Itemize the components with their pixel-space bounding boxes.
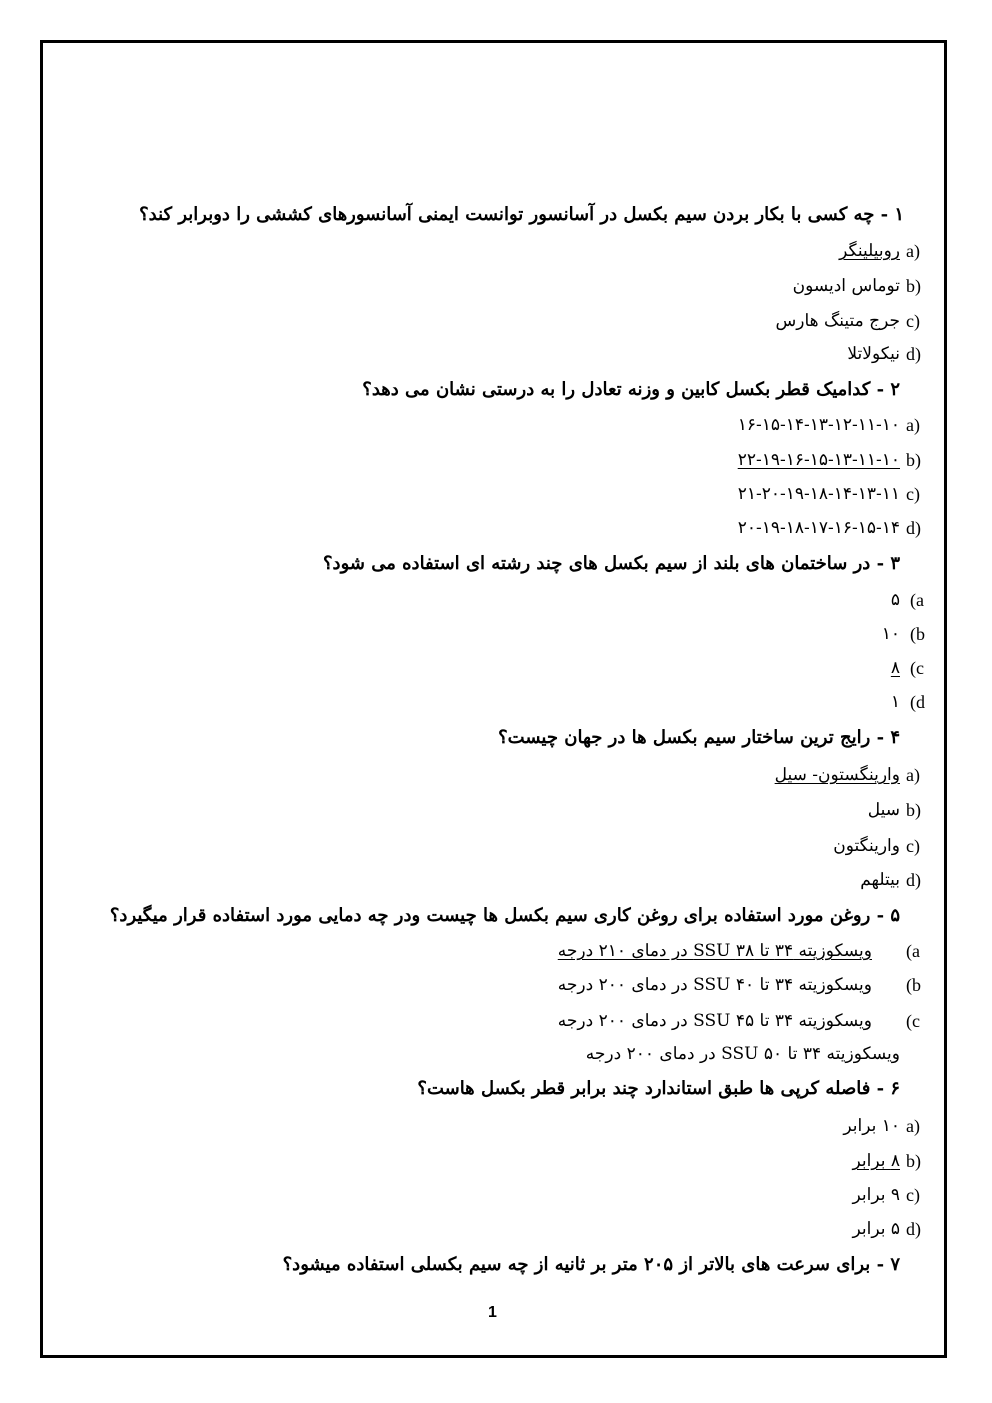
q1-option-d[interactable]: نیکولاتلا [847,344,900,364]
q2-option-c[interactable]: ۲۱-۲۰-۱۹-۱۸-۱۴-۱۳-۱۱ [737,484,900,504]
q5-marker-c: (c [906,1011,920,1031]
question-3: ۳ - در ساختمان های بلند از سیم بکسل های چند رشته ای استفاده می شود؟ [323,553,900,574]
q1-marker-b: b) [906,276,921,296]
q4-marker-b: b) [906,800,921,820]
q6-marker-d: d) [906,1219,921,1239]
q1-option-a[interactable]: روبیلینگر [839,241,900,261]
q2-option-a[interactable]: ۱۶-۱۵-۱۴-۱۳-۱۲-۱۱-۱۰ [737,415,900,435]
q2-marker-d: d) [906,518,921,538]
q5-option-a[interactable]: ویسکوزیته ۳۴ تا ۳۸ SSU در دمای ۲۱۰ درجه [557,941,872,961]
q2-marker-b: b) [906,450,921,470]
q6-option-a[interactable]: ۱۰ برابر [843,1116,900,1136]
q3-option-d[interactable]: ۱ [890,692,900,712]
q2-marker-a: a) [906,415,920,435]
q4-option-b[interactable]: سیل [867,800,900,820]
q6-marker-b: b) [906,1151,921,1171]
q2-option-b[interactable]: ۲۲-۱۹-۱۶-۱۵-۱۳-۱۱-۱۰ [737,450,900,470]
question-1: ۱ - چه کسی با بکار بردن سیم بکسل در آسانسور توانست ایمنی آسانسورهای کششی را دوبرابر کند؟ [139,204,904,225]
q1-marker-a: a) [906,241,920,261]
q4-option-d[interactable]: بیتلهم [860,870,900,890]
q3-option-a[interactable]: ۵ [890,590,900,610]
q1-marker-d: d) [906,344,921,364]
q3-marker-c: (c [910,658,924,678]
q3-option-b[interactable]: ۱۰ [881,624,900,644]
q4-marker-a: a) [906,765,920,785]
q4-option-c[interactable]: وارینگتون [833,836,900,856]
q2-marker-c: c) [906,484,920,504]
question-6: ۶ - فاصله کرپی ها طبق استاندارد چند برابر قطر بکسل هاست؟ [417,1078,900,1099]
q6-marker-a: a) [906,1116,920,1136]
q4-marker-d: d) [906,870,921,890]
question-2: ۲ - کدامیک قطر بکسل کابین و وزنه تعادل را به درستی نشان می دهد؟ [362,379,900,400]
q5-option-b[interactable]: ویسکوزیته ۳۴ تا ۴۰ SSU در دمای ۲۰۰ درجه [557,975,872,995]
q2-option-d[interactable]: ۲۰-۱۹-۱۸-۱۷-۱۶-۱۵-۱۴ [737,518,900,538]
page-number: 1 [488,1304,497,1321]
q3-marker-a: (a [910,590,924,610]
q6-option-d[interactable]: ۵ برابر [852,1219,900,1239]
q5-marker-a: (a [906,941,920,961]
q4-option-a[interactable]: وارینگستون- سیل [774,765,900,785]
q5-option-c[interactable]: ویسکوزیته ۳۴ تا ۴۵ SSU در دمای ۲۰۰ درجه [557,1011,872,1031]
question-7: ۷ - برای سرعت های بالاتر از ۲۰۵ متر بر ثانیه از چه سیم بکسلی استفاده میشود؟ [282,1254,900,1275]
q4-marker-c: c) [906,836,920,856]
q1-marker-c: c) [906,311,920,331]
q5-option-d[interactable]: ویسکوزیته ۳۴ تا ۵۰ SSU در دمای ۲۰۰ درجه [585,1044,900,1064]
q6-option-b[interactable]: ۸ برابر [852,1151,900,1171]
q5-marker-b: (b [906,975,921,995]
q6-marker-c: c) [906,1185,920,1205]
question-5: ۵ - روغن مورد استفاده برای روغن کاری سیم بکسل ها چیست ودر چه دمایی مورد استفاده قرار میگیرد؟ [109,905,900,926]
q3-marker-b: (b [910,624,925,644]
q6-option-c[interactable]: ۹ برابر [852,1185,900,1205]
q3-option-c[interactable]: ۸ [890,658,900,678]
q1-option-c[interactable]: جرج متینگ هارس [775,311,900,331]
q1-option-b[interactable]: توماس ادیسون [792,276,900,296]
q3-marker-d: (d [910,692,925,712]
question-4: ۴ - رایج ترین ساختار سیم بکسل ها در جهان چیست؟ [498,727,900,748]
page-border [40,40,947,1358]
